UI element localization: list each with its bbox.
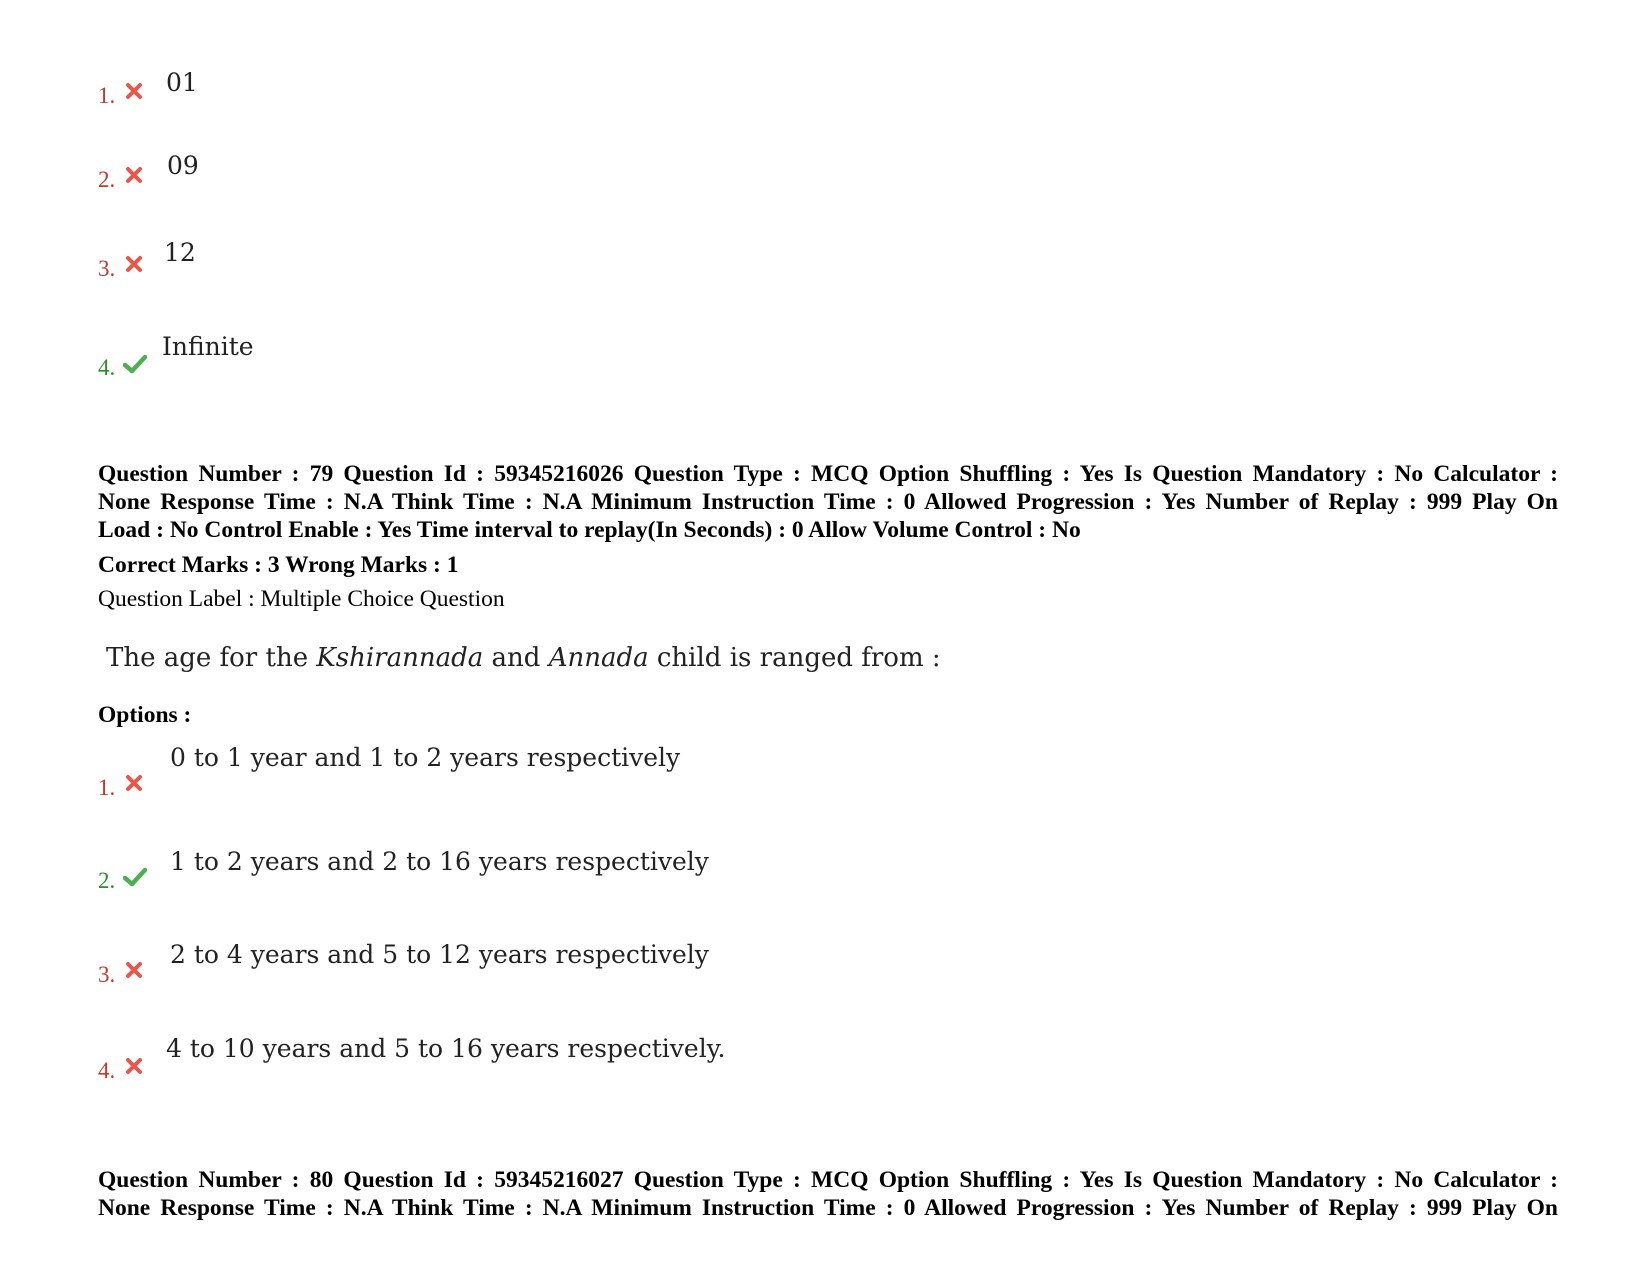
- option-number: 2.: [98, 167, 116, 192]
- checkmark-icon: [122, 866, 148, 888]
- option-text: 4 to 10 years and 5 to 16 years respectively.: [166, 1034, 726, 1063]
- cross-icon: [124, 960, 144, 980]
- meta-line: Load : No Control Enable : Yes Time interval to replay(In Seconds) : 0 Allow Volume Control : No: [98, 517, 1081, 543]
- option-number: 2.: [98, 868, 116, 893]
- checkmark-icon: [122, 353, 148, 375]
- meta-line: Question Number : 79 Question Id : 59345216026 Question Type : MCQ Option Shuffling : Yes Is Question Mandatory : No Calculator :: [98, 461, 1558, 487]
- option-text: Infinite: [162, 332, 254, 361]
- question-term: Kshirannada: [316, 643, 484, 673]
- option-text: 0 to 1 year and 1 to 2 years respectively: [170, 743, 681, 772]
- option-number: 4.: [98, 1058, 116, 1083]
- option-text: 01: [166, 68, 198, 97]
- cross-icon: [124, 165, 144, 185]
- option-number: 3.: [98, 962, 116, 987]
- option-number: 1.: [98, 83, 116, 108]
- option-text: 2 to 4 years and 5 to 12 years respectively: [170, 940, 709, 969]
- option-text: 1 to 2 years and 2 to 16 years respectively: [170, 847, 709, 876]
- question-label: Question Label : Multiple Choice Question: [98, 586, 505, 612]
- meta-line: Question Number : 80 Question Id : 59345216027 Question Type : MCQ Option Shuffling : Yes Is Question Mandatory : No Calculator :: [98, 1167, 1558, 1193]
- option-text: 12: [164, 238, 196, 267]
- options-heading: Options :: [98, 702, 192, 728]
- option-number: 4.: [98, 355, 116, 380]
- cross-icon: [124, 81, 144, 101]
- question-meta-79: [98, 460, 1558, 544]
- meta-line: None Response Time : N.A Think Time : N.A Minimum Instruction Time : 0 Allowed Progression : Yes Number of Replay : 999 Play On: [98, 1195, 1558, 1221]
- option-number: 1.: [98, 775, 116, 800]
- option-text: 09: [167, 151, 199, 180]
- question-term: Annada: [548, 643, 649, 673]
- cross-icon: [124, 1056, 144, 1076]
- question-text: [106, 645, 941, 671]
- meta-line: None Response Time : N.A Think Time : N.A Minimum Instruction Time : 0 Allowed Progression : Yes Number of Replay : 999 Play On: [98, 489, 1558, 515]
- question-text-part: child is ranged from :: [648, 643, 941, 673]
- question-meta-80: [98, 1166, 1558, 1222]
- cross-icon: [124, 773, 144, 793]
- question-marks: Correct Marks : 3 Wrong Marks : 1: [98, 552, 459, 578]
- option-number: 3.: [98, 256, 116, 281]
- question-text-part: The age for the: [106, 643, 317, 673]
- cross-icon: [124, 254, 144, 274]
- question-text-part: and: [483, 643, 549, 673]
